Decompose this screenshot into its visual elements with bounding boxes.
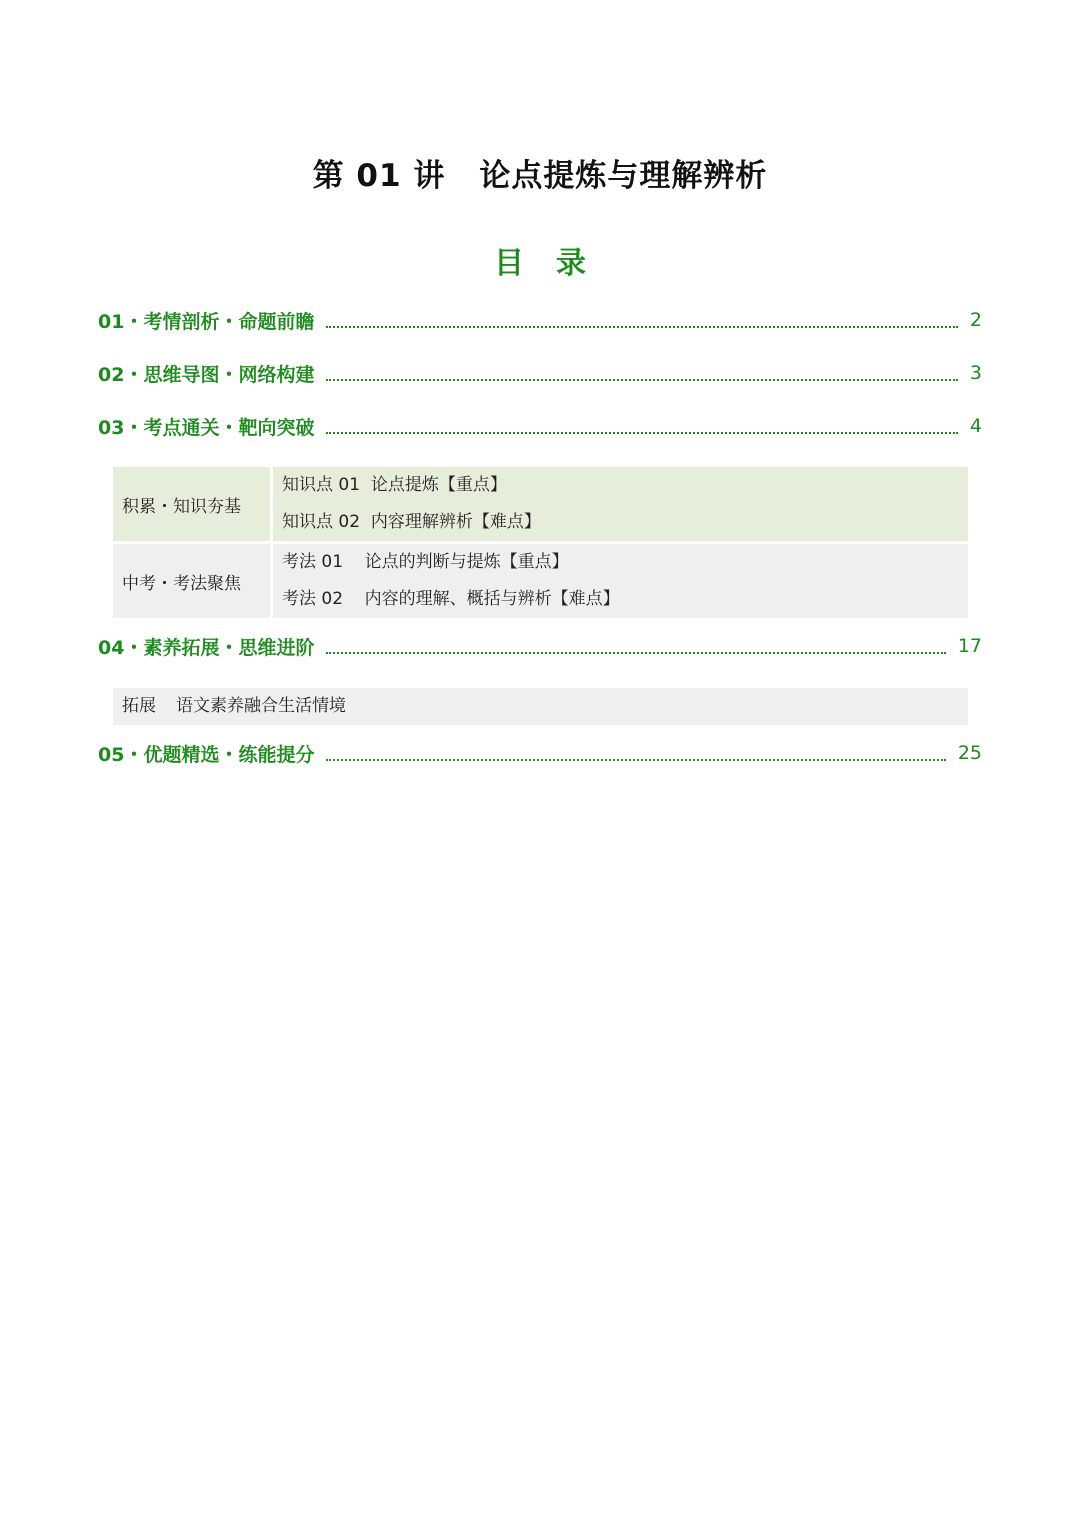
toc-heading-char2: 录 — [556, 246, 586, 281]
toc-heading-char1: 目 — [494, 246, 524, 281]
extension-item[interactable] — [113, 688, 968, 725]
dot-leader — [326, 430, 957, 434]
toc-entry-03[interactable] — [98, 409, 982, 443]
knowledge-block — [113, 467, 968, 541]
dot-leader — [326, 324, 957, 328]
toc-entry-label: 05・优题精选・练能提分 — [98, 743, 315, 766]
page-title — [0, 150, 1080, 195]
toc-entry-page: 25 — [957, 742, 982, 764]
toc-entry-04[interactable] — [98, 629, 982, 663]
block-category: 积累・知识夯基 — [122, 496, 241, 517]
toc-entry-label: 03・考点通关・靶向突破 — [98, 416, 315, 439]
lecture-topic: 论点提炼与理解辨析 — [479, 158, 768, 194]
knowledge-point-02[interactable]: 知识点 02 内容理解辨析【难点】 — [282, 512, 541, 532]
toc-entry-02[interactable] — [98, 356, 982, 390]
toc-entry-page: 3 — [969, 362, 982, 384]
toc-entry-page: 4 — [969, 415, 982, 437]
toc-entry-page: 2 — [969, 309, 982, 331]
toc-entry-01[interactable] — [98, 303, 982, 337]
block-category: 中考・考法聚焦 — [122, 573, 241, 594]
toc-entry-label: 04・素养拓展・思维进阶 — [98, 636, 315, 659]
dot-leader — [326, 377, 957, 381]
extension-key: 拓展 — [122, 696, 156, 716]
knowledge-point-01[interactable]: 知识点 01 论点提炼【重点】 — [282, 475, 507, 495]
exam-method-block — [113, 544, 968, 618]
toc-entry-05[interactable] — [98, 736, 982, 770]
dot-leader — [326, 650, 945, 654]
toc-entry-label: 02・思维导图・网络构建 — [98, 363, 315, 386]
extension-text: 语文素养融合生活情境 — [176, 696, 346, 716]
toc-entry-page: 17 — [957, 635, 982, 657]
exam-method-01[interactable]: 考法 01 论点的判断与提炼【重点】 — [282, 552, 569, 572]
exam-method-02[interactable]: 考法 02 内容的理解、概括与辨析【难点】 — [282, 589, 620, 609]
toc-entry-label: 01・考情剖析・命题前瞻 — [98, 310, 315, 333]
dot-leader — [326, 757, 945, 761]
lecture-number: 第 01 讲 — [312, 158, 446, 194]
toc-heading — [0, 238, 1080, 282]
